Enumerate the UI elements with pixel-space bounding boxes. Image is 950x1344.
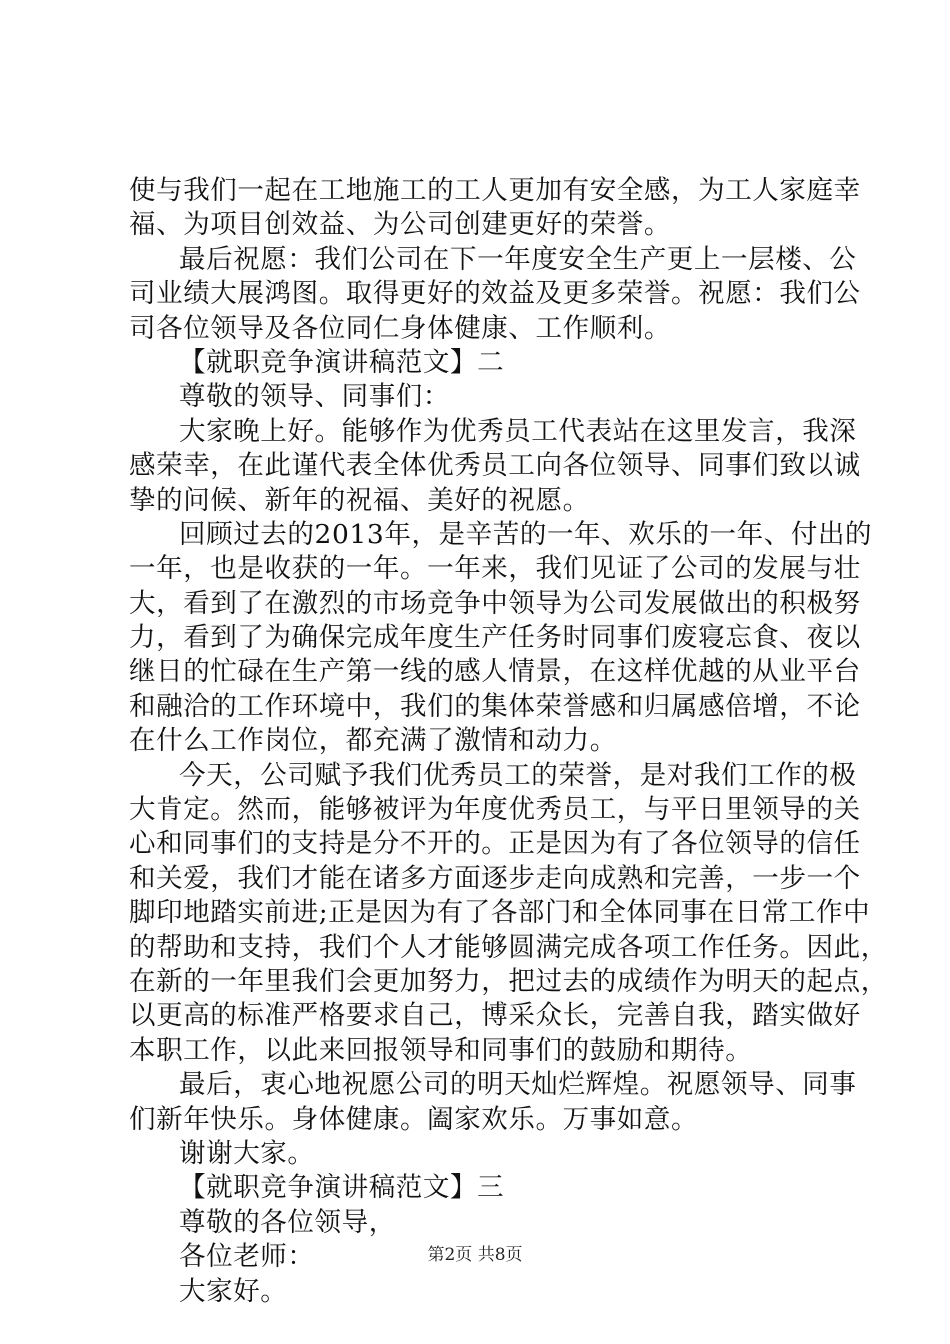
text-line: 在什么工作岗位，都充满了激情和动力。 [129,725,617,757]
text-line: 大肯定。然而，能够被评为年度优秀员工，与平日里领导的关 [129,794,861,826]
text-line: 大家好。 [179,1275,288,1307]
text-line: 挚的问候、新年的祝福、美好的祝愿。 [129,484,590,516]
text-line: 大，看到了在激烈的市场竞争中领导为公司发展做出的积极努 [129,587,861,619]
text-line: 继日的忙碌在生产第一线的感人情景，在这样优越的从业平台 [129,656,861,688]
text-line: 和融洽的工作环境中，我们的集体荣誉感和归属感倍增，不论 [129,690,861,722]
page-number-footer: 第2页 共8页 [427,1245,523,1265]
text-line: 的帮助和支持，我们个人才能够圆满完成各项工作任务。因此， [129,931,888,963]
text-line: 尊敬的各位领导， [179,1206,396,1238]
text-line: 【就职竞争演讲稿范文】二 [179,346,505,378]
text-line: 力，看到了为确保完成年度生产任务时同事们废寝忘食、夜以 [129,622,861,654]
text-line: 一年，也是收获的一年。一年来，我们见证了公司的发展与壮 [129,553,861,585]
text-line: 【就职竞争演讲稿范文】三 [179,1172,505,1204]
document-body [129,174,888,1309]
text-line: 心和同事们的支持是分不开的。正是因为有了各位领导的信任 [129,828,861,860]
text-line: 司业绩大展鸿图。取得更好的效益及更多荣誉。祝愿：我们公 [129,278,861,310]
text-line: 大家晚上好。能够作为优秀员工代表站在这里发言，我深 [179,415,857,447]
text-line: 和关爱，我们才能在诸多方面逐步走向成熟和完善，一步一个 [129,862,861,894]
text-line: 脚印地踏实前进;正是因为有了各部门和全体同事在日常工作中 [129,897,871,929]
text-line: 谢谢大家。 [179,1137,315,1169]
text-line: 使与我们一起在工地施工的工人更加有安全感，为工人家庭幸 [129,175,861,206]
text-line: 最后，衷心地祝愿公司的明天灿烂辉煌。祝愿领导、同事 [179,1069,857,1101]
text-line: 本职工作，以此来回报领导和同事们的鼓励和期待。 [129,1034,753,1066]
text-line: 尊敬的领导、同事们： [179,381,450,413]
text-line: 回顾过去的2013年，是辛苦的一年、欢乐的一年、付出的 [179,518,873,550]
text-line: 今天，公司赋予我们优秀员工的荣誉，是对我们工作的极 [179,759,857,791]
text-line: 在新的一年里我们会更加努力，把过去的成绩作为明天的起点， [129,965,888,997]
text-line: 以更高的标准严格要求自己，博采众长，完善自我，踏实做好 [129,1000,861,1032]
text-line: 福、为项目创效益、为公司创建更好的荣誉。 [129,209,671,241]
text-line: 感荣幸，在此谨代表全体优秀员工向各位领导、同事们致以诚 [129,450,861,482]
text-line: 司各位领导及各位同仁身体健康、工作顺利。 [129,312,671,344]
text-line: 最后祝愿：我们公司在下一年度安全生产更上一层楼、公 [179,243,857,275]
text-line: 们新年快乐。身体健康。阖家欢乐。万事如意。 [129,1103,699,1135]
text-line: 各位老师： [179,1241,315,1273]
